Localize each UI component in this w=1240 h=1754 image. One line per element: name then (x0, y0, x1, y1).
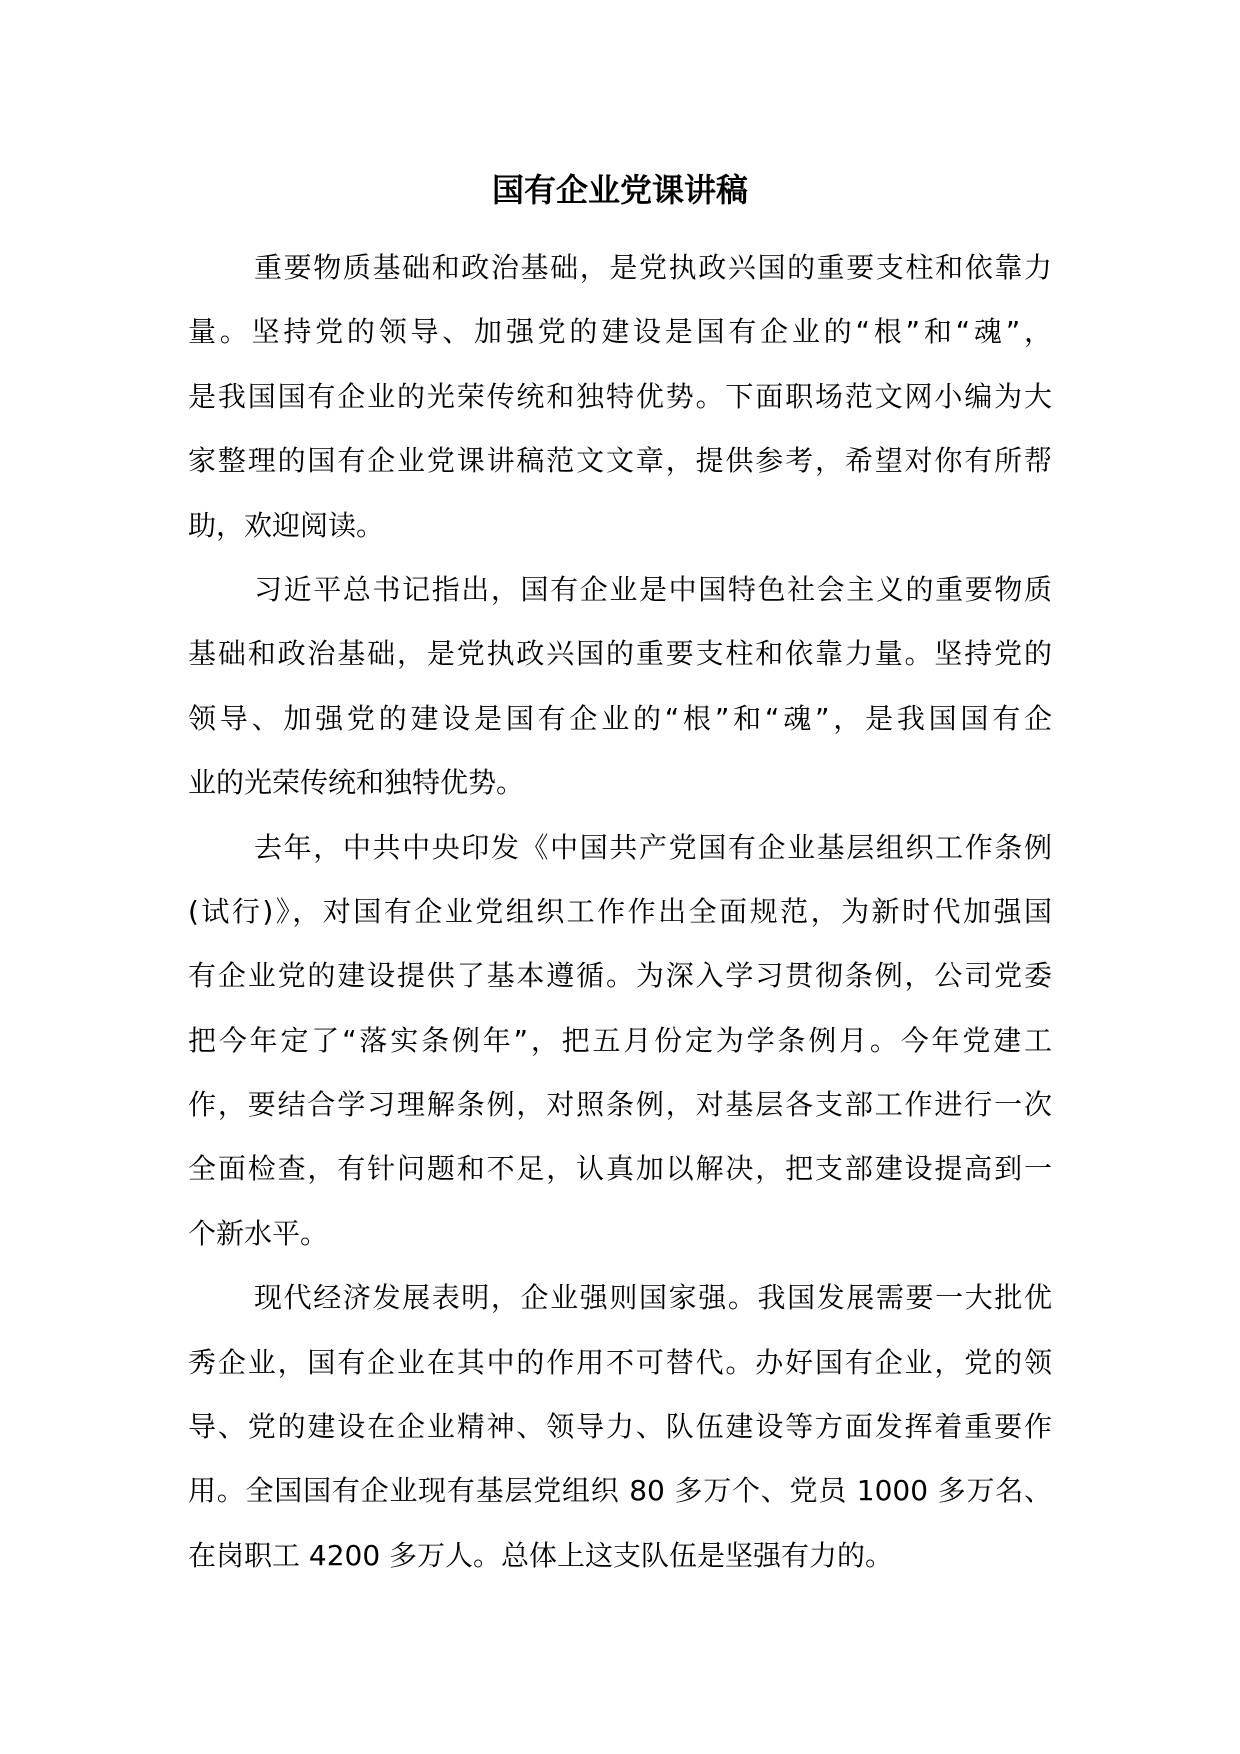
paragraph-line: 家整理的国有企业党课讲稿范文文章，提供参考，希望对你有所帮 (188, 444, 1052, 478)
paragraph-4 (188, 1266, 1052, 1588)
paragraph-1 (188, 236, 1052, 558)
paragraph-line: 在岗职工 4200 多万人。总体上这支队伍是坚强有力的。 (188, 1538, 894, 1572)
document-title: 国有企业党课讲稿 (491, 171, 748, 209)
paragraph-line: 全面检查，有针问题和不足，认真加以解决，把支部建设提高到一 (188, 1152, 1052, 1186)
paragraph-line: 是我国国有企业的光荣传统和独特优势。下面职场范文网小编为大 (188, 379, 1052, 413)
paragraph-line: 现代经济发展表明，企业强则国家强。我国发展需要一大批优 (254, 1281, 1052, 1315)
paragraph-line: 个新水平。 (188, 1216, 329, 1250)
paragraph-line: 助，欢迎阅读。 (188, 508, 385, 542)
paragraph-line: 有企业党的建设提供了基本遵循。为深入学习贯彻条例，公司党委 (188, 959, 1052, 993)
paragraph-2 (188, 558, 1052, 816)
paragraph-line: 用。全国国有企业现有基层党组织 80 多万个、党员 1000 多万名、 (188, 1474, 1052, 1508)
paragraph-line: 基础和政治基础，是党执政兴国的重要支柱和依靠力量。坚持党的 (188, 637, 1052, 671)
paragraph-3 (188, 816, 1052, 1267)
paragraph-line: (试行)》，对国有企业党组织工作作出全面规范，为新时代加强国 (188, 894, 1052, 928)
paragraph-line: 习近平总书记指出，国有企业是中国特色社会主义的重要物质 (254, 572, 1052, 606)
paragraph-line: 作，要结合学习理解条例，对照条例，对基层各支部工作进行一次 (188, 1088, 1052, 1122)
paragraph-line: 领导、加强党的建设是国有企业的“根”和“魂”，是我国国有企 (188, 701, 1052, 735)
paragraph-line: 导、党的建设在企业精神、领导力、队伍建设等方面发挥着重要作 (188, 1410, 1052, 1444)
paragraph-line: 把今年定了“落实条例年”，把五月份定为学条例月。今年党建工 (188, 1023, 1052, 1057)
paragraph-line: 秀企业，国有企业在其中的作用不可替代。办好国有企业，党的领 (188, 1345, 1052, 1379)
document-body (188, 236, 1052, 1588)
paragraph-line: 业的光荣传统和独特优势。 (188, 766, 525, 800)
paragraph-line: 去年，中共中央印发《中国共产党国有企业基层组织工作条例 (254, 830, 1052, 864)
paragraph-line: 重要物质基础和政治基础，是党执政兴国的重要支柱和依靠力 (254, 251, 1052, 284)
paragraph-line: 量。坚持党的领导、加强党的建设是国有企业的“根”和“魂”， (188, 315, 1052, 349)
